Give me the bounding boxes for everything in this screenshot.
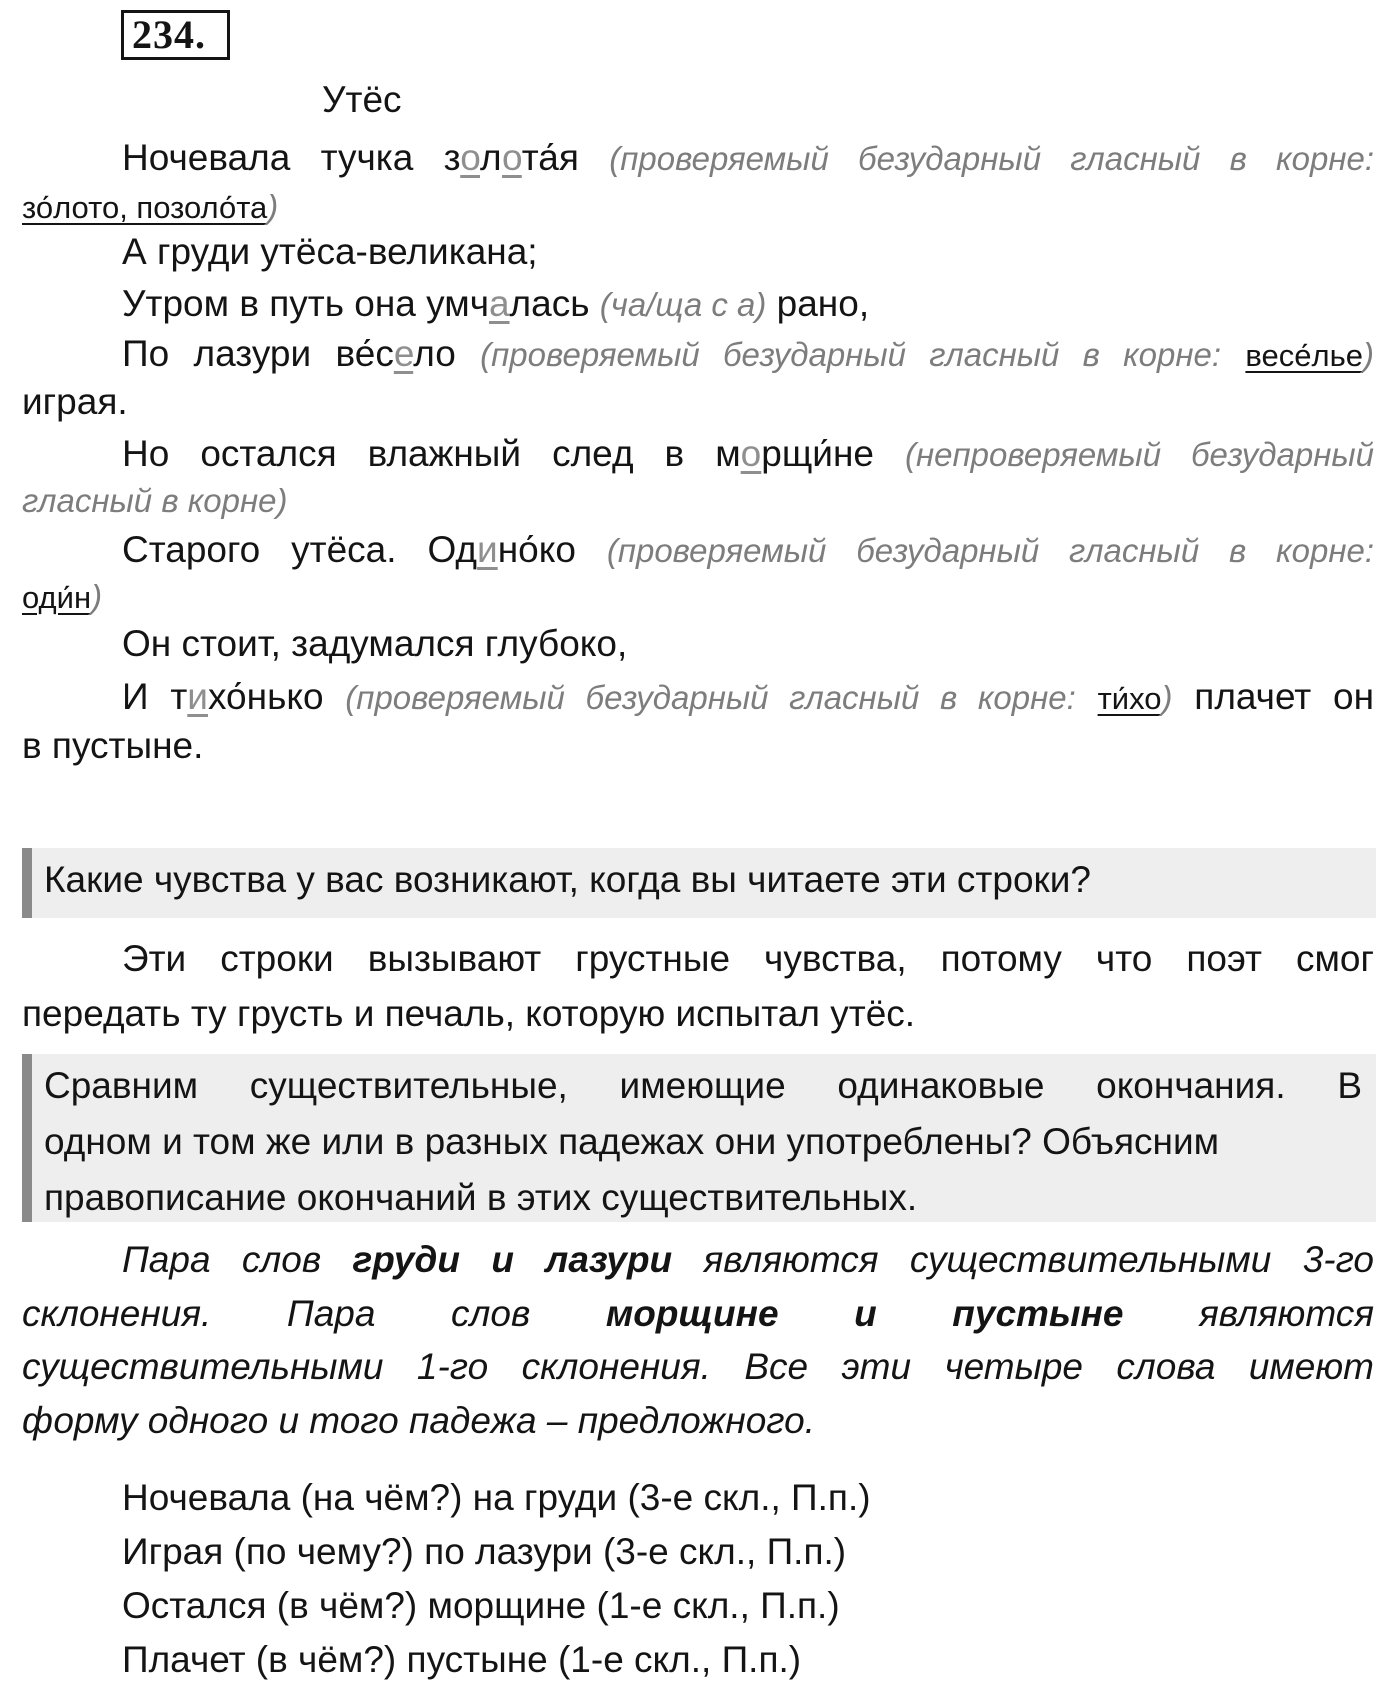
spelling-note: (проверяемый безударный гласный в корне: (609, 140, 1375, 177)
question-box-1 (22, 848, 1376, 918)
question-text: одном и том же или в разных падежах они употреблены? Объясним (44, 1121, 1220, 1162)
poem-line-6-check: оди́н) (22, 578, 103, 615)
poem-line-1: Ночевала тучка золота́я (проверяемый безударный гласный в корне: (122, 137, 1375, 178)
highlighted-vowel: о (460, 137, 480, 178)
spelling-note: (проверяемый безударный гласный в корне: (345, 679, 1076, 716)
poem-line-2: А груди утёса-великана; (122, 231, 538, 272)
answer-2-line-3: существительными 1-го склонения. Все эти четыре слова имеют (22, 1346, 1374, 1387)
highlighted-vowel: а (488, 283, 510, 324)
question-text: Какие чувства у вас возникают, когда вы читаете эти строки? (44, 859, 1091, 900)
spelling-note: (непроверяемый безударный (904, 436, 1374, 473)
spelling-note: (ча/ща с а) (599, 286, 767, 323)
answer-1-line-1: Эти строки вызывают грустные чувства, потому что поэт смог (122, 938, 1374, 979)
highlighted-vowel: е (393, 333, 414, 374)
poem-line-6: Старого утёса. Одино́ко (проверяемый безударный гласный в корне: (122, 529, 1375, 570)
question-box-2 (22, 1054, 1376, 1222)
example-line: Ночевала (на чём?) на груди (3-е скл., П.п.) (122, 1477, 871, 1518)
poem-line-4: По лазури ве́село (проверяемый безударный гласный в корне: весе́лье) (122, 333, 1375, 374)
example-line: Плачет (в чём?) пустыне (1-е скл., П.п.) (122, 1639, 802, 1680)
spelling-note: (проверяемый безударный гласный в корне: (606, 532, 1375, 569)
question-text: Сравним существительные, имеющие одинаковые окончания. В (44, 1065, 1362, 1106)
answer-2-line-4: форму одного и того падежа – предложного. (22, 1400, 815, 1441)
poem-title: Утёс (322, 79, 402, 120)
poem-line-5: Но остался влажный след в морщи́не (непроверяемый безударный (122, 433, 1374, 474)
spelling-note: (проверяемый безударный гласный в корне: (480, 336, 1222, 373)
poem-line-7: Он стоит, задумался глубоко, (122, 623, 628, 664)
highlighted-vowel: о (740, 433, 762, 474)
poem-line-1-check: зо́лото, позоло́та) (22, 188, 279, 225)
poem-line-5-note: гласный в корне) (22, 482, 288, 519)
question-text: правописание окончаний в этих существительных. (44, 1177, 918, 1218)
answer-2-line-2: склонения. Пара слов морщине и пустыне являются (22, 1293, 1375, 1334)
poem-line-8: И тихо́нько (проверяемый безударный гласный в корне: ти́хо) плачет он (122, 676, 1375, 717)
answer-1-line-2: передать ту грусть и печаль, которую испытал утёс. (22, 993, 916, 1034)
poem-line-4-end: играя. (22, 381, 128, 422)
poem-line-3: Утром в путь она умчалась (ча/ща с а) рано, (122, 283, 870, 324)
answer-2-line-1: Пара слов груди и лазури являются существительными 3-го (122, 1239, 1375, 1280)
poem-line-8-end: в пустыне. (22, 725, 204, 766)
highlighted-vowel: и (477, 529, 498, 570)
highlighted-vowel: и (187, 676, 208, 717)
example-line: Играя (по чему?) по лазури (3-е скл., П.п.) (122, 1531, 847, 1572)
example-line: Остался (в чём?) морщине (1-е скл., П.п.) (122, 1585, 840, 1626)
exercise-number: 234. (121, 10, 230, 60)
highlighted-vowel: о (502, 137, 522, 178)
